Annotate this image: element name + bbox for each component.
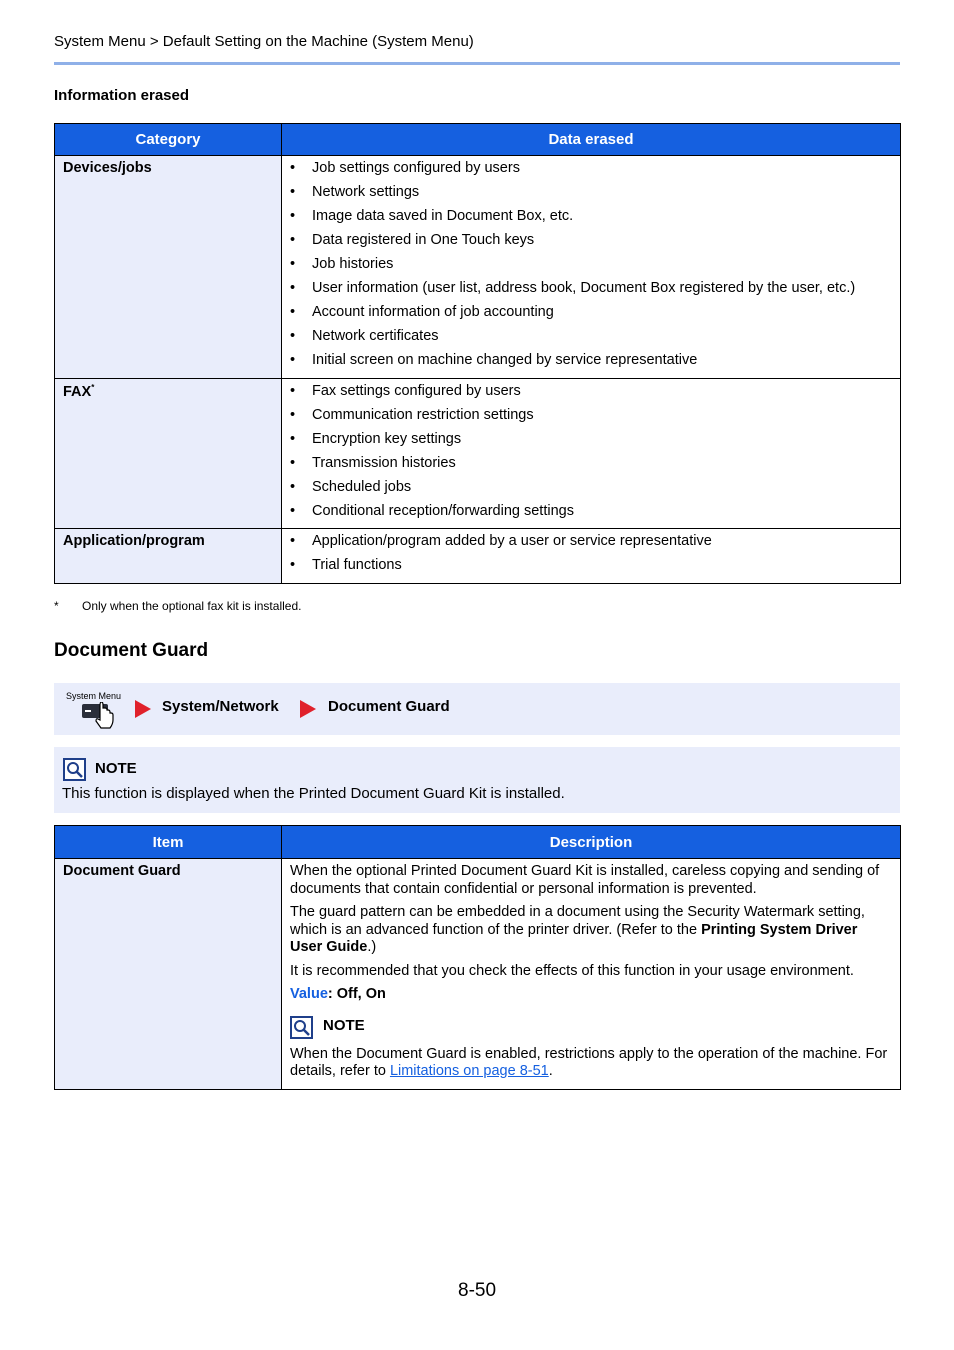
document-guard-heading: Document Guard	[54, 640, 209, 661]
category-cell	[55, 379, 282, 529]
note-text: .	[548, 1063, 553, 1079]
list-item: • Communication restriction settings	[290, 403, 892, 427]
inner-note-heading	[290, 1014, 892, 1040]
note-icon	[290, 1016, 313, 1039]
data-cell	[282, 379, 901, 529]
item-header: Item	[55, 826, 282, 859]
note-text: This function is displayed when the Printed Document Guard Kit is installed.	[62, 785, 565, 802]
footnote-marker: *	[91, 383, 95, 392]
guide-reference: Printing System Driver User Guide	[290, 921, 858, 955]
table-row	[55, 156, 901, 379]
paragraph-text: The guard pattern can be embedded in a document using the Security Watermark setting, which is an advanced function of the printer driver. (Refer to the	[290, 904, 865, 938]
bullet-list	[290, 156, 892, 372]
description-paragraph: When the optional Printed Document Guard Kit is installed, careless copying and sending of documents that contain confidential or personal information is prevented.	[290, 863, 880, 897]
list-item: • Account information of job accounting	[290, 300, 892, 324]
category-header: Category	[55, 124, 282, 156]
description-header: Description	[282, 826, 901, 859]
list-item: • Trial functions	[290, 553, 892, 577]
system-menu-key-icon	[66, 691, 126, 731]
note-paragraph	[290, 1046, 892, 1081]
list-item: • Network certificates	[290, 324, 892, 348]
note-title: NOTE	[95, 760, 137, 777]
list-item: • Scheduled jobs	[290, 475, 892, 499]
list-item: • Image data saved in Document Box, etc.	[290, 204, 892, 228]
data-cell	[282, 529, 901, 584]
table-header-row	[55, 124, 901, 156]
breadcrumb: System Menu > Default Setting on the Machine (System Menu)	[54, 33, 474, 50]
page-number: 8-50	[458, 1280, 497, 1301]
arrow-right-icon	[300, 700, 316, 718]
nav-step-system-network[interactable]: System/Network	[162, 698, 279, 715]
header-rule	[54, 62, 900, 65]
note-title: NOTE	[323, 1016, 365, 1034]
information-erased-table	[54, 123, 901, 584]
category-text: FAX	[63, 383, 92, 400]
system-menu-key-label: System Menu	[66, 691, 122, 701]
bullet-list	[290, 379, 892, 523]
paragraph-text: .)	[367, 939, 377, 955]
note-box	[54, 747, 900, 813]
hand-pointer-icon	[82, 702, 116, 732]
item-cell: Document Guard	[55, 859, 282, 1090]
nav-step-document-guard[interactable]: Document Guard	[328, 698, 450, 715]
list-item: • Application/program added by a user or service representative	[290, 529, 892, 553]
note-text: When the Document Guard is enabled, restrictions apply to the operation of the machine. For details, refer to	[290, 1045, 888, 1079]
note-icon	[63, 758, 86, 781]
list-item: • Conditional reception/forwarding settings	[290, 499, 892, 523]
value-label: Value	[290, 986, 328, 1002]
limitations-link[interactable]: Limitations on page 8-51	[389, 1063, 549, 1079]
list-item: • Encryption key settings	[290, 427, 892, 451]
data-erased-header: Data erased	[282, 124, 901, 156]
list-item: • Fax settings configured by users	[290, 379, 892, 403]
table-row	[55, 859, 901, 1090]
footnote-text: Only when the optional fax kit is installed.	[82, 599, 302, 613]
table-row	[55, 529, 901, 584]
data-cell	[282, 156, 901, 379]
list-item: • User information (user list, address book, Document Box registered by the user, etc.)	[290, 276, 892, 300]
navigation-path	[54, 683, 900, 735]
information-erased-label: Information erased	[54, 87, 190, 104]
bullet-list	[290, 529, 892, 577]
table-row	[55, 379, 901, 529]
description-cell	[282, 859, 901, 1090]
document-guard-table	[54, 825, 901, 1090]
list-item: • Job histories	[290, 252, 892, 276]
list-item: • Transmission histories	[290, 451, 892, 475]
category-cell: Application/program	[55, 529, 282, 584]
arrow-right-icon	[135, 700, 151, 718]
list-item: • Network settings	[290, 180, 892, 204]
description-paragraph: It is recommended that you check the effects of this function in your usage environment.	[290, 962, 854, 979]
value-text: : Off, On	[327, 986, 386, 1002]
table-header-row	[55, 826, 901, 859]
footnote-marker: *	[54, 599, 59, 613]
list-item: • Job settings configured by users	[290, 156, 892, 180]
list-item: • Initial screen on machine changed by service representative	[290, 348, 892, 372]
description-paragraph	[290, 904, 892, 957]
category-cell: Devices/jobs	[55, 156, 282, 379]
value-line	[290, 986, 892, 1004]
list-item: • Data registered in One Touch keys	[290, 228, 892, 252]
